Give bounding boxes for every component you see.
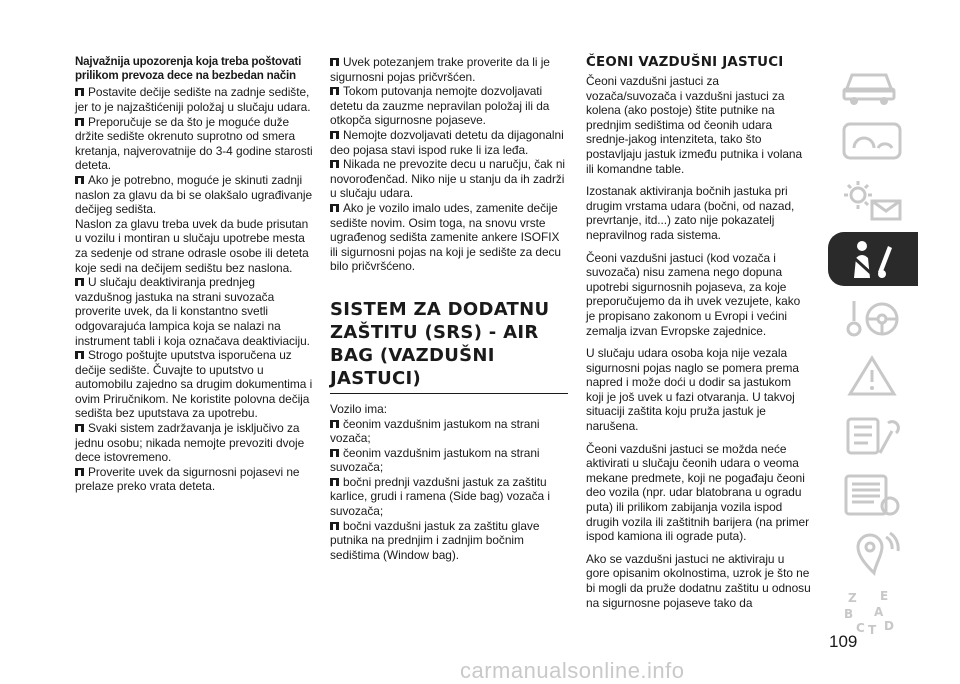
- list-item-text: Ako je vozilo imalo udes, zamenite dečije sedište novim. Osim toga, na snovu vrste ugrađenog sedišta zamenite ankere ISOFIX ili sigurnosni pojas na koji je sedište za decu bilo pričvršćeno.: [330, 200, 561, 274]
- list-item: [75, 348, 313, 421]
- bullet-icon: [75, 278, 84, 286]
- list-item: [75, 217, 313, 275]
- list-item: [75, 115, 313, 173]
- bullet-icon: [330, 131, 339, 139]
- list-item: [75, 275, 313, 348]
- list-item: [75, 421, 313, 465]
- list-item: [75, 465, 313, 494]
- index-letter: T: [868, 623, 877, 637]
- bullet-icon: [75, 176, 84, 184]
- index-letter: C: [856, 621, 865, 635]
- front-airbags-text: [586, 74, 811, 610]
- list-item-text: Ako je potrebno, moguće je skinuti zadnji naslon za glavu da bi se olakšalo ugrađivanje dečijeg sedišta.: [75, 172, 313, 217]
- list-item-text: Preporučuje se da što je moguće duže držite sedište okrenuto suprotno od smera kretanja, najverovatnije do 3-4 godine starosti deteta.: [75, 114, 313, 173]
- list-item-text: bočni vazdušni jastuk za zaštitu glave putnika na prednjim i zadnjim bočnim sedištima (Window bag).: [330, 518, 540, 562]
- index-letter: Z: [848, 591, 857, 605]
- bullet-icon: [330, 420, 339, 428]
- bullet-icon: [75, 468, 84, 476]
- bullet-icon: [330, 204, 339, 212]
- list-item: [75, 173, 313, 217]
- index-letter: E: [880, 589, 889, 603]
- list-item-text: Nemojte dozvoljavati detetu da dijagonalni deo pojasa stavi ispod ruke li iza leđa.: [330, 127, 564, 157]
- left-column: [75, 55, 313, 494]
- index-letter: B: [844, 607, 854, 621]
- paragraph: Izostanak aktiviranja bočnih jastuka pri drugim vrstama udara (bočni, od nazad, prevrtanje, itd...) zato nije pokazatelj nepravilnog rada sistema.: [586, 184, 795, 242]
- srs-intro: Vozilo ima:: [330, 401, 387, 416]
- list-item-text: Naslon za glavu treba uvek da bude prisutan u vozilu i montiran u slučaju upotrebe mesta za sedenje od strane odrasle osobe ili deteta koje sedi na dečijem sedištu bez naslona.: [75, 216, 309, 275]
- list-item-text: Svaki sistem zadržavanja je isključivo za jednu osobu; nikada nemojte prevoziti dvoje dece istovremeno.: [75, 421, 305, 465]
- chapter-tab[interactable]: [828, 173, 918, 227]
- chapter-tab[interactable]: [828, 468, 918, 522]
- list-item-text: čeonim vazdušnim jastukom na strani suvozača;: [330, 445, 540, 475]
- list-item: [330, 157, 568, 201]
- page-number: 109: [829, 632, 858, 651]
- index-letter: D: [884, 619, 894, 633]
- warnings-heading: Najvažnija upozorenja koja treba poštovati prilikom prevoza dece na bezbedan način: [75, 55, 302, 83]
- bullet-icon: [330, 58, 339, 66]
- list-item-text: bočni prednji vazdušni jastuk za zaštitu karlice, grudi i ramena (Side bag) vozača i suvozača;: [330, 474, 550, 519]
- list-item: [330, 55, 568, 84]
- paragraph: U slučaju udara osoba koja nije vezala sigurnosni pojas naglo se pomera prema napred i može doći u dodir sa jastukom koji je još uvek u fazi otvaranja. U takvoj situaciji zaštita koju pruža jastuk je narušena.: [586, 346, 799, 434]
- paragraph: Ako se vazdušni jastuci ne aktiviraju u gore opisanim okolnostima, uzrok je što ne bi mogli da pruže dodatnu zaštitu u odnosu na sigurnosne pojaseve tako da: [586, 551, 811, 610]
- front-airbags-heading: ČEONI VAZDUŠNI JASTUCI: [586, 55, 784, 70]
- chapter-tab[interactable]: [828, 291, 918, 345]
- srs-section-title: SISTEM ZA DODATNU ZAŠTITU (SRS) - AIR BAG (VAZDUŠNI JASTUCI): [330, 298, 568, 394]
- warnings-list: [75, 85, 313, 494]
- list-item: [75, 85, 313, 114]
- right-column: [586, 55, 811, 610]
- paragraph: Čeoni vazdušni jastuci se možda neće aktivirati u slučaju čeonih udara o veoma mekane predmete, koji ne pogađaju čeoni deo vozila (npr. udar blatobrana u ogradu puta) ili prilikom zabijanja vozila ispod drugih vozila ili zaštitnih barijera (na primer ispod kamiona ili ograde puta).: [586, 441, 810, 544]
- bullet-icon: [330, 87, 339, 95]
- chapter-tab[interactable]: [828, 409, 918, 463]
- list-item: [330, 128, 568, 157]
- child-safety-list: [330, 55, 568, 274]
- list-item: [330, 84, 568, 128]
- list-item-text: U slučaju deaktiviranja prednjeg vazdušnog jastuka na strani suvozača proverite uvek, da li konstantno svetli odgovarajuća lampica koja se nalazi na instrument tabli i koja označava deaktiviaciju.: [75, 275, 310, 348]
- bullet-icon: [75, 88, 84, 96]
- chapter-tab[interactable]: [828, 350, 918, 404]
- paragraph: Čeoni vazdušni jastuci (kod vozača i suvozača) nisu zamena nego dopuna upotrebi sigurnosnih pojaseva, za koje preporučujemo da ih uvek vezujete, kako je propisano zakonom u Evropi i većini zemalja izvan Evropske zajednice.: [586, 250, 801, 338]
- list-item-text: Strogo poštujte uputstva isporučena uz dečije sedište. Čuvajte to uputstvo u automobilu zajedno sa drugim dokumentima i ovim Priručnikom. Ne koristite polovna dečija sedišta bez uputstava za upotrebu.: [75, 348, 313, 421]
- bullet-icon: [75, 424, 84, 432]
- list-item: [330, 446, 568, 475]
- chapter-tab[interactable]: [828, 232, 918, 286]
- chapter-tab[interactable]: [828, 527, 918, 581]
- list-item-text: Proverite uvek da sigurnosni pojasevi ne prelaze preko vrata deteta.: [75, 464, 300, 494]
- bullet-icon: [330, 160, 339, 168]
- bullet-icon: [330, 449, 339, 457]
- list-item-text: Postavite dečije sedište na zadnje sedište, jer to je najzaštićeniji položaj u slučaju udara.: [75, 85, 311, 114]
- chapter-tab[interactable]: [828, 55, 918, 109]
- list-item-text: Nikada ne prevozite decu u naručju, čak ni novorođenčad. Niko nije u stanju da ih zadrži u slučaju udara.: [330, 157, 565, 201]
- middle-column: [330, 55, 568, 562]
- list-item-text: Uvek potezanjem trake proverite da li je sigurnosni pojas pričvršćen.: [330, 55, 550, 84]
- bullet-icon: [330, 478, 339, 486]
- bullet-icon: [75, 118, 84, 126]
- chapter-tabs: [828, 55, 918, 645]
- paragraph: Čeoni vazdušni jastuci za vozača/suvozača i vazdušni jastuci za kolena (ako postoje) štite putnike na prednjim sedištima od čeonih udara srednje-jakog intenziteta, tako što postavljaju jastuk između putnika i volana ili komandne table.: [586, 74, 803, 176]
- index-letter: A: [874, 605, 884, 619]
- list-item: [330, 201, 568, 274]
- bullet-icon: [330, 522, 339, 530]
- list-item: [330, 519, 568, 563]
- chapter-tab[interactable]: [828, 114, 918, 168]
- bullet-icon: [75, 351, 84, 359]
- airbag-list: [330, 417, 568, 563]
- list-item-text: Tokom putovanja nemojte dozvoljavati detetu da zauzme nepravilan položaj ili da otkopča sigurnosne pojaseve.: [330, 84, 550, 128]
- list-item-text: čeonim vazdušnim jastukom na strani vozača;: [330, 416, 540, 446]
- list-item: [330, 475, 568, 519]
- watermark: carmanualsonline.info: [460, 658, 685, 683]
- list-item: [330, 417, 568, 446]
